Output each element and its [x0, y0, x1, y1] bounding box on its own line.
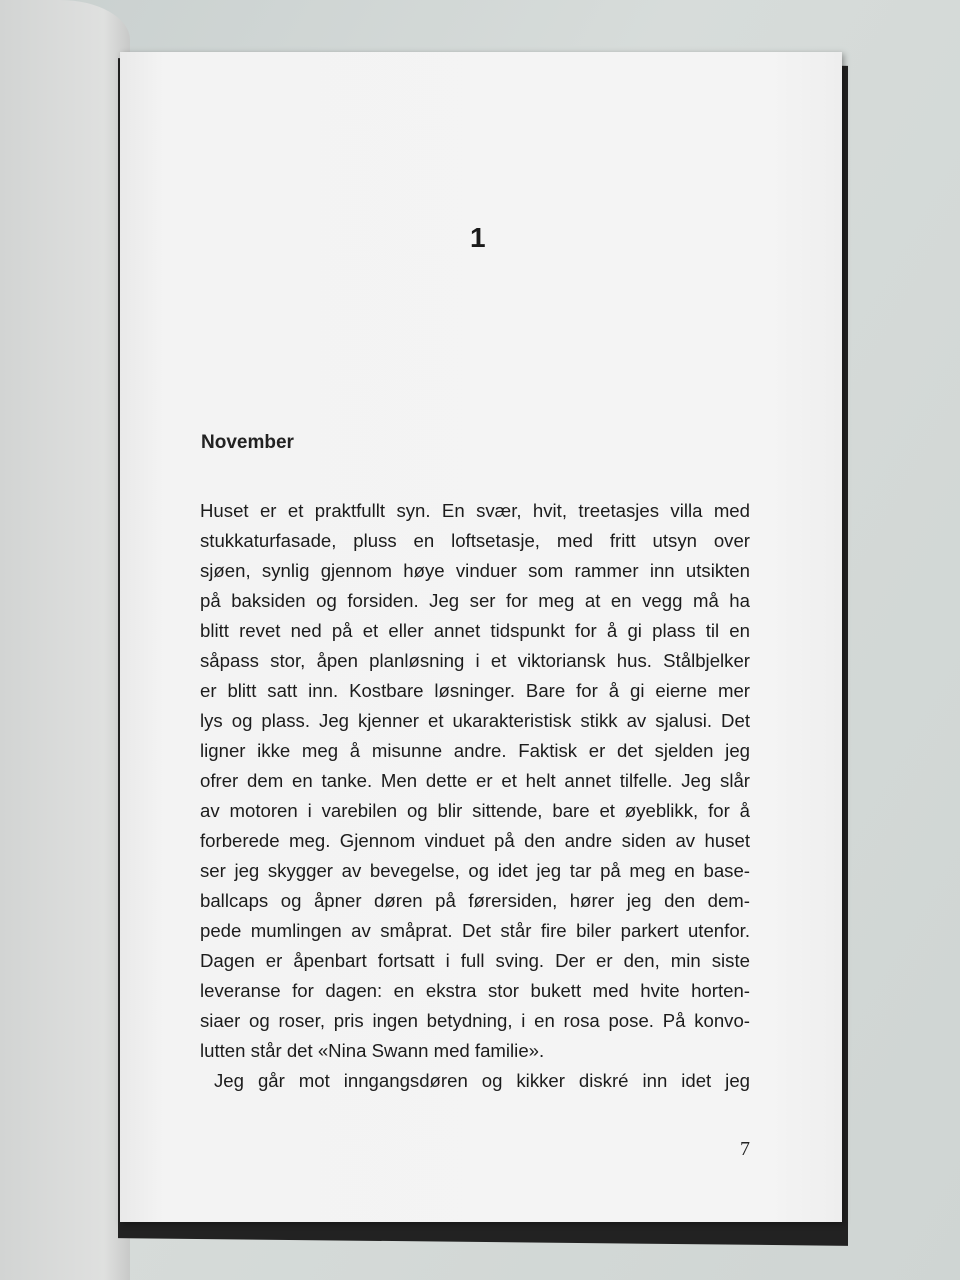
body-line: Dagen er åpenbart fortsatt i full sving. Der er den, min siste: [200, 950, 750, 971]
body-text: [200, 496, 750, 1096]
body-line: stukkaturfasade, pluss en loftsetasje, med fritt utsyn over: [200, 530, 750, 551]
body-line: ofrer dem en tanke. Men dette er et helt annet tilfelle. Jeg slår: [200, 770, 750, 791]
month-heading: November: [201, 432, 294, 453]
body-line: leveranse for dagen: en ekstra stor bukett med hvite horten-: [200, 980, 750, 1001]
left-page-edge: [0, 0, 130, 1280]
body-line: ballcaps og åpner døren på førersiden, hører jeg den dem-: [200, 890, 750, 911]
body-line: forberede meg. Gjennom vinduet på den andre siden av huset: [200, 830, 750, 851]
body-line: lutten står det «Nina Swann med familie».: [200, 1040, 545, 1061]
body-line: Jeg går mot inngangsdøren og kikker diskré inn idet jeg: [214, 1070, 750, 1091]
body-line: sjøen, synlig gjennom høye vinduer som rammer inn utsikten: [200, 560, 750, 581]
body-line: ligner ikke meg å misunne andre. Faktisk er det sjelden jeg: [200, 740, 750, 761]
body-line: av motoren i varebilen og blir sittende, bare et øyeblikk, for å: [200, 800, 750, 821]
body-line: lys og plass. Jeg kjenner et ukarakteristisk stikk av sjalusi. Det: [200, 710, 750, 731]
chapter-number: 1: [470, 222, 486, 253]
body-line: blitt revet ned på et eller annet tidspunkt for å gi plass til en: [200, 620, 750, 641]
body-line: pede mumlingen av småprat. Det står fire biler parkert utenfor.: [200, 920, 750, 941]
body-line: såpass stor, åpen planløsning i et viktoriansk hus. Stålbjelker: [200, 650, 750, 671]
body-line: Huset er et praktfullt syn. En svær, hvit, treetasjes villa med: [200, 500, 750, 521]
body-line: er blitt satt inn. Kostbare løsninger. Bare for å gi eierne mer: [200, 680, 750, 701]
page-number: 7: [740, 1138, 750, 1160]
body-line: på baksiden og forsiden. Jeg ser for meg at en vegg må ha: [200, 590, 750, 611]
body-line: siaer og roser, pris ingen betydning, i en rosa pose. På konvo-: [200, 1010, 750, 1031]
body-line: ser jeg skygger av bevegelse, og idet jeg tar på meg en base-: [200, 860, 750, 881]
